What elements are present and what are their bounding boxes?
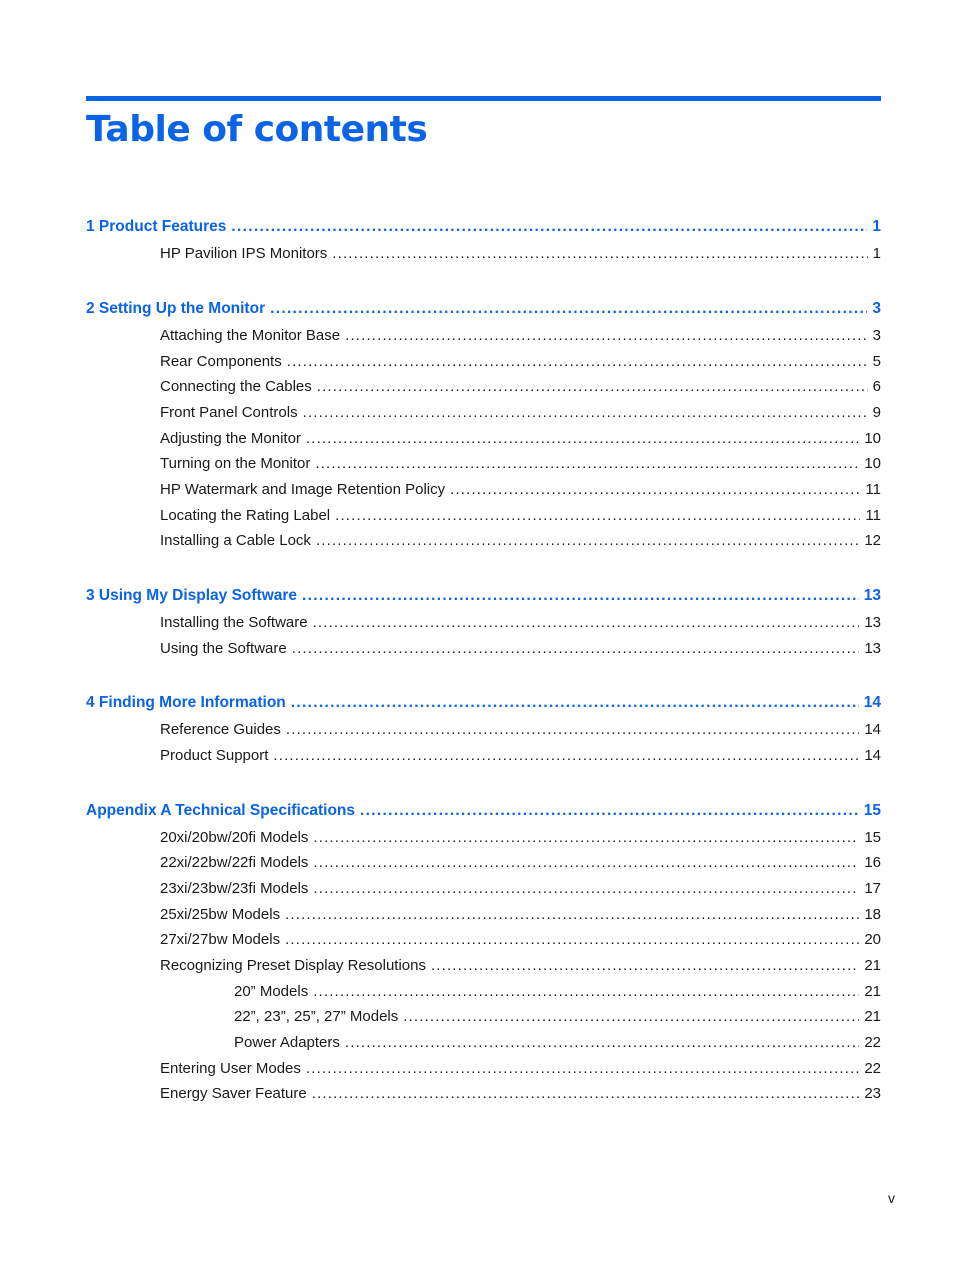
dot-leader [231, 216, 867, 238]
toc-section-entry[interactable] [160, 530, 881, 552]
toc-section-entry[interactable] [160, 479, 881, 501]
toc-section-entry[interactable] [160, 827, 881, 849]
toc-section-entry[interactable] [160, 878, 881, 900]
toc-entry-page: 1 [872, 218, 881, 235]
dot-leader [286, 719, 859, 741]
dot-leader [303, 402, 868, 424]
title-rule [86, 96, 881, 101]
toc-entry-label: Rear Components [160, 353, 282, 370]
toc-entry-page: 11 [865, 481, 881, 498]
dot-leader [345, 325, 868, 347]
dot-leader [360, 800, 859, 822]
toc-entry-page: 17 [864, 880, 881, 897]
toc-entry-label: 4 Finding More Information [86, 694, 286, 711]
toc-chapter-entry[interactable] [86, 298, 881, 320]
dot-leader [270, 298, 867, 320]
page-title: Table of contents [86, 109, 428, 150]
dot-leader [345, 1032, 859, 1054]
toc-entry-label: Using the Software [160, 640, 287, 657]
toc-entry-page: 21 [864, 983, 881, 1000]
toc-section-entry[interactable] [160, 243, 881, 265]
toc-section-entry[interactable] [160, 402, 881, 424]
toc-entry-label: 20xi/20bw/20fi Models [160, 829, 309, 846]
toc-entry-label: HP Watermark and Image Retention Policy [160, 481, 446, 498]
dot-leader [335, 505, 860, 527]
toc-entry-label: HP Pavilion IPS Monitors [160, 245, 328, 262]
toc-entry-label: Reference Guides [160, 721, 281, 738]
toc-subsection-entry[interactable] [234, 1006, 881, 1028]
toc-entry-label: 2 Setting Up the Monitor [86, 300, 266, 317]
dot-leader [306, 1058, 859, 1080]
dot-leader [292, 638, 860, 660]
toc-section-entry[interactable] [160, 929, 881, 951]
toc-entry-label: 25xi/25bw Models [160, 906, 281, 923]
toc-section-entry[interactable] [160, 376, 881, 398]
toc-entry-page: 3 [872, 300, 881, 317]
toc-entry-page: 11 [865, 507, 881, 524]
toc-section-entry[interactable] [160, 719, 881, 741]
dot-leader [273, 745, 859, 767]
toc-entry-label: Recognizing Preset Display Resolutions [160, 957, 426, 974]
dot-leader [291, 692, 859, 714]
toc-section-entry[interactable] [160, 852, 881, 874]
toc-entry-page: 23 [864, 1085, 881, 1102]
dot-leader [313, 981, 859, 1003]
toc-subsection-entry[interactable] [234, 1032, 881, 1054]
toc-section-entry[interactable] [160, 505, 881, 527]
dot-leader [306, 428, 859, 450]
toc-entry-label: Power Adapters [234, 1034, 340, 1051]
page-number: v [888, 1190, 895, 1206]
toc-entry-label: Turning on the Monitor [160, 455, 311, 472]
toc-entry-label: 22xi/22bw/22fi Models [160, 854, 309, 871]
toc-entry-page: 1 [872, 245, 881, 262]
dot-leader [285, 929, 859, 951]
toc-section-entry[interactable] [160, 955, 881, 977]
toc-section-entry[interactable] [160, 453, 881, 475]
toc-entry-page: 14 [864, 747, 881, 764]
toc-entry-label: Energy Saver Feature [160, 1085, 307, 1102]
toc-entry-label: Installing the Software [160, 614, 308, 631]
dot-leader [315, 453, 859, 475]
toc-entry-page: 6 [872, 378, 881, 395]
dot-leader [285, 904, 859, 926]
toc-chapter-entry[interactable] [86, 216, 881, 238]
toc-entry-page: 14 [863, 694, 881, 711]
dot-leader [313, 827, 859, 849]
toc-section-entry[interactable] [160, 612, 881, 634]
toc-entry-label: Product Support [160, 747, 269, 764]
toc-section-entry[interactable] [160, 638, 881, 660]
toc-entry-page: 10 [864, 430, 881, 447]
toc-entry-page: 13 [863, 587, 881, 604]
dot-leader [316, 530, 859, 552]
toc-section-entry[interactable] [160, 745, 881, 767]
toc-subsection-entry[interactable] [234, 981, 881, 1003]
toc-entry-label: Front Panel Controls [160, 404, 298, 421]
dot-leader [313, 612, 860, 634]
toc-entry-label: Appendix A Technical Specifications [86, 802, 356, 819]
toc-entry-page: 9 [872, 404, 881, 421]
dot-leader [287, 351, 868, 373]
dot-leader [431, 955, 859, 977]
toc-entry-label: 23xi/23bw/23fi Models [160, 880, 309, 897]
toc-entry-label: 3 Using My Display Software [86, 587, 298, 604]
dot-leader [312, 1083, 860, 1105]
dot-leader [317, 376, 868, 398]
toc-chapter-entry[interactable] [86, 800, 881, 822]
toc-chapter-entry[interactable] [86, 585, 881, 607]
toc-section-entry[interactable] [160, 1058, 881, 1080]
toc-entry-page: 18 [864, 906, 881, 923]
toc-entry-page: 13 [864, 640, 881, 657]
toc-entry-page: 5 [872, 353, 881, 370]
dot-leader [332, 243, 867, 265]
toc-entry-page: 14 [864, 721, 881, 738]
toc-section-entry[interactable] [160, 428, 881, 450]
toc-entry-page: 12 [864, 532, 881, 549]
toc-entry-label: 20” Models [234, 983, 309, 1000]
toc-entry-label: Installing a Cable Lock [160, 532, 311, 549]
toc-entry-page: 15 [863, 802, 881, 819]
toc-entry-label: Adjusting the Monitor [160, 430, 301, 447]
toc-section-entry[interactable] [160, 351, 881, 373]
dot-leader [403, 1006, 859, 1028]
toc-entry-page: 16 [864, 854, 881, 871]
dot-leader [313, 878, 859, 900]
toc-entry-page: 21 [864, 1008, 881, 1025]
toc-entry-label: Locating the Rating Label [160, 507, 331, 524]
toc-entry-label: 22”, 23”, 25”, 27” Models [234, 1008, 399, 1025]
toc-entry-label: Connecting the Cables [160, 378, 312, 395]
toc-entry-label: Entering User Modes [160, 1060, 301, 1077]
toc-entry-label: 1 Product Features [86, 218, 227, 235]
toc-section-entry[interactable] [160, 325, 881, 347]
toc-entry-label: Attaching the Monitor Base [160, 327, 341, 344]
toc-entry-page: 22 [864, 1034, 881, 1051]
toc-entry-page: 10 [864, 455, 881, 472]
dot-leader [313, 852, 859, 874]
dot-leader [302, 585, 859, 607]
toc-entry-page: 15 [864, 829, 881, 846]
toc-entry-page: 21 [864, 957, 881, 974]
toc-section-entry[interactable] [160, 1083, 881, 1105]
toc-chapter-entry[interactable] [86, 692, 881, 714]
toc-entry-page: 22 [864, 1060, 881, 1077]
toc-section-entry[interactable] [160, 904, 881, 926]
toc-entry-label: 27xi/27bw Models [160, 931, 281, 948]
toc-entry-page: 13 [864, 614, 881, 631]
dot-leader [450, 479, 860, 501]
toc-entry-page: 3 [872, 327, 881, 344]
toc-entry-page: 20 [864, 931, 881, 948]
